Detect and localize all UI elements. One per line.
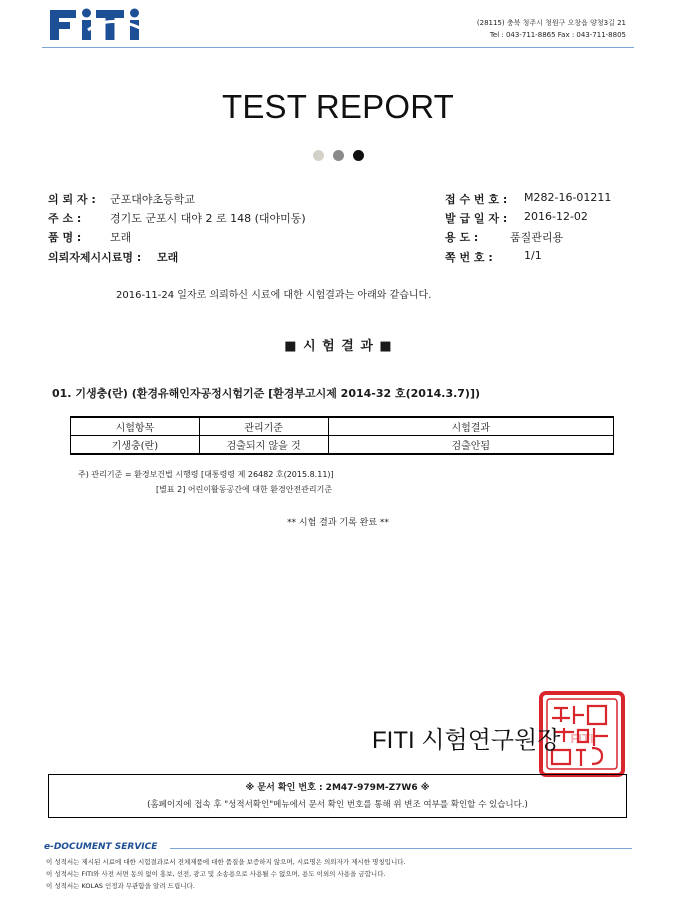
signer-name: FITI 시험연구원장 — [372, 727, 561, 754]
client-label: 의 뢰 자 : — [48, 193, 96, 206]
company-address: (28115) 충북 청주시 청원구 오창읍 양청3길 21 — [476, 19, 626, 27]
company-contact: Tel : 043-711-8865 Fax : 043-711-8805 — [489, 31, 626, 39]
note-line-1: 주) 관리기준 = 환경보건법 시행령 [대통령령 제 26482 호(2015.8.11)] — [78, 470, 334, 479]
sample-name-label: 의뢰자제시시료명 : — [48, 251, 142, 264]
decor-dot-2 — [333, 150, 344, 161]
header-standard: 관리기준 — [199, 417, 328, 436]
header-divider — [42, 47, 634, 48]
cell-test-item: 기생충(란) — [71, 436, 200, 455]
results-header-row — [71, 417, 614, 436]
test-item-title: 01. 기생충(란) (환경유해인자공정시험기준 [환경부고시제 2014-32 호(2014.3.7)]) — [52, 387, 481, 400]
receipt-no-value: M282-16-01211 — [524, 191, 612, 204]
seal-inscription: FITI — [570, 731, 594, 746]
note-line-2: [별표 2] 어린이활동공간에 대한 환경안전관리기준 — [156, 485, 333, 494]
address-value: 경기도 군포시 대야 2 로 148 (대야미동) — [110, 212, 306, 225]
table-row — [71, 436, 614, 455]
address-label: 주 소 : — [48, 212, 82, 225]
section-title: ■ 시 험 결 과 ■ — [284, 339, 392, 354]
intro-text: 2016-11-24 일자로 의뢰하신 시료에 대한 시험결과는 아래와 같습니다. — [116, 290, 432, 301]
purpose-label: 용 도 : — [445, 231, 479, 244]
product-label: 품 명 : — [48, 231, 82, 244]
decor-dot-1 — [313, 150, 324, 161]
report-title: TEST REPORT — [221, 88, 455, 125]
client-value: 군포대야초등학교 — [110, 193, 196, 206]
header-result: 시험결과 — [328, 417, 613, 436]
issue-date-label: 발 급 일 자 : — [445, 212, 508, 225]
page-no-value: 1/1 — [524, 249, 542, 262]
disclaimer-2: 이 성적서는 FITI와 사전 서면 동의 없이 홍보, 선전, 광고 및 소송용으로 사용될 수 없으며, 용도 이외의 사용을 금합니다. — [46, 870, 386, 878]
page-no-label: 쪽 번 호 : — [445, 251, 493, 264]
results-table — [70, 416, 614, 455]
header-test-item: 시험항목 — [71, 417, 200, 436]
decor-dot-3 — [353, 150, 364, 161]
receipt-no-label: 접 수 번 호 : — [445, 193, 508, 206]
issue-date-value: 2016-12-02 — [524, 210, 588, 223]
fiti-logo — [48, 4, 158, 44]
footer-divider — [170, 848, 632, 849]
disclaimer-3: 이 성적서는 KOLAS 인정과 무관함을 알려 드립니다. — [46, 882, 195, 890]
product-value: 모래 — [110, 231, 132, 244]
confirm-instruction: (홈페이지에 접속 후 "성적서확인"메뉴에서 문서 확인 번호를 통해 위 변조 여부를 확인할 수 있습니다.) — [147, 800, 528, 810]
sample-name-value: 모래 — [157, 251, 179, 264]
end-of-record: ** 시험 결과 기록 완료 ** — [287, 518, 389, 528]
cell-result: 검출안됨 — [328, 436, 613, 455]
document-confirm-box — [48, 774, 627, 818]
confirm-code: ※ 문서 확인 번호 : 2M47-979M-Z7W6 ※ — [245, 783, 430, 793]
edocument-service-label: e-DOCUMENT SERVICE — [44, 842, 158, 852]
disclaimer-1: 이 성적서는 제시된 시료에 대한 시험결과로서 전체제품에 대한 품질을 보증하지 않으며, 시료명은 의뢰자가 제시한 명칭입니다. — [46, 858, 406, 866]
purpose-value: 품질관리용 — [510, 231, 564, 244]
cell-standard: 검출되지 않을 것 — [199, 436, 328, 455]
